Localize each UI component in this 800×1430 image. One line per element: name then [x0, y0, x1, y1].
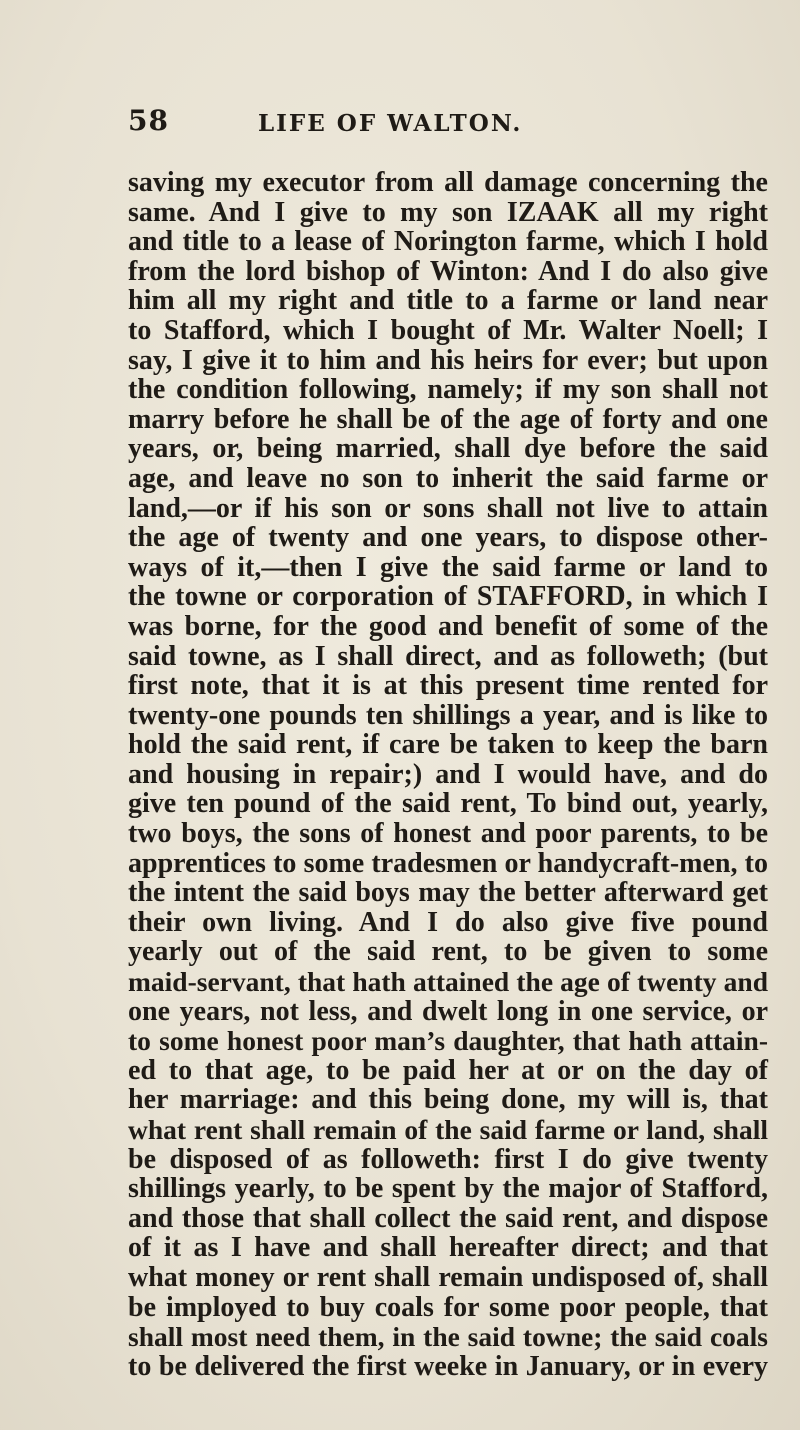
text-line: said towne, as I shall direct, and as followeth; (but [128, 640, 768, 672]
text-line: be imployed to buy coals for some poor people, that [128, 1291, 768, 1323]
body-text [128, 168, 768, 1381]
text-line: was borne, for the good and benefit of some of the [128, 610, 768, 642]
text-line: their own living. And I do also give five pound [128, 906, 768, 938]
text-line: her marriage: and this being done, my will is, that [128, 1084, 768, 1116]
text-line: to be delivered the first weeke in January, or in every [128, 1350, 768, 1382]
text-line: the towne or corporation of STAFFORD, in which I [128, 581, 768, 613]
text-line: what money or rent shall remain undisposed of, shall [128, 1261, 768, 1293]
page-header [128, 104, 768, 144]
text-line: apprentices to some tradesmen or handycraft-men, to [128, 847, 768, 879]
text-line: and housing in repair;) and I would have, and do [128, 758, 768, 790]
text-line: maid-servant, that hath attained the age of twenty and [128, 966, 768, 998]
running-head: LIFE OF WALTON. [258, 110, 523, 137]
text-line: hold the said rent, if care be taken to keep the barn [128, 729, 768, 761]
text-line: the age of twenty and one years, to dispose other- [128, 522, 768, 554]
text-line: shall most need them, in the said towne; the said coals [128, 1321, 768, 1353]
text-line: the intent the said boys may the better afterward get [128, 877, 768, 909]
text-line: to some honest poor man’s daughter, that hath attain- [128, 1025, 768, 1057]
text-line: yearly out of the said rent, to be given to some [128, 936, 768, 968]
text-line: twenty-one pounds ten shillings a year, and is like to [128, 699, 768, 731]
text-line: same. And I give to my son IZAAK all my right [128, 196, 768, 228]
text-line: age, and leave no son to inherit the said farme or [128, 462, 768, 494]
text-line: say, I give it to him and his heirs for ever; but upon [128, 344, 768, 376]
text-line: of it as I have and shall hereafter direct; and that [128, 1232, 768, 1264]
text-line: one years, not less, and dwelt long in one service, or [128, 995, 768, 1027]
text-line: years, or, being married, shall dye before the said [128, 433, 768, 465]
text-line: marry before he shall be of the age of forty and one [128, 403, 768, 435]
text-line: land,—or if his son or sons shall not live to attain [128, 492, 768, 524]
text-line: two boys, the sons of honest and poor parents, to be [128, 818, 768, 850]
text-line: shillings yearly, to be spent by the major of Stafford, [128, 1173, 768, 1205]
text-line: and title to a lease of Norington farme, which I hold [128, 226, 768, 258]
text-line: first note, that it is at this present time rented for [128, 670, 768, 702]
text-line: give ten pound of the said rent, To bind out, yearly, [128, 788, 768, 820]
text-line: ways of it,—then I give the said farme or land to [128, 551, 768, 583]
text-line: from the lord bishop of Winton: And I do also give [128, 255, 768, 287]
text-line: ed to that age, to be paid her at or on the day of [128, 1054, 768, 1086]
text-line: him all my right and title to a farme or land near [128, 285, 768, 317]
text-line: the condition following, namely; if my son shall not [128, 374, 768, 406]
text-line: saving my executor from all damage concerning the [128, 167, 768, 198]
text-line: what rent shall remain of the said farme or land, shall [128, 1114, 768, 1145]
text-line: and those that shall collect the said rent, and dispose [128, 1202, 768, 1234]
page-number: 58 [128, 104, 169, 137]
text-line: be disposed of as followeth: first I do give twenty [128, 1143, 768, 1175]
text-line: to Stafford, which I bought of Mr. Walter Noell; I [128, 314, 768, 346]
